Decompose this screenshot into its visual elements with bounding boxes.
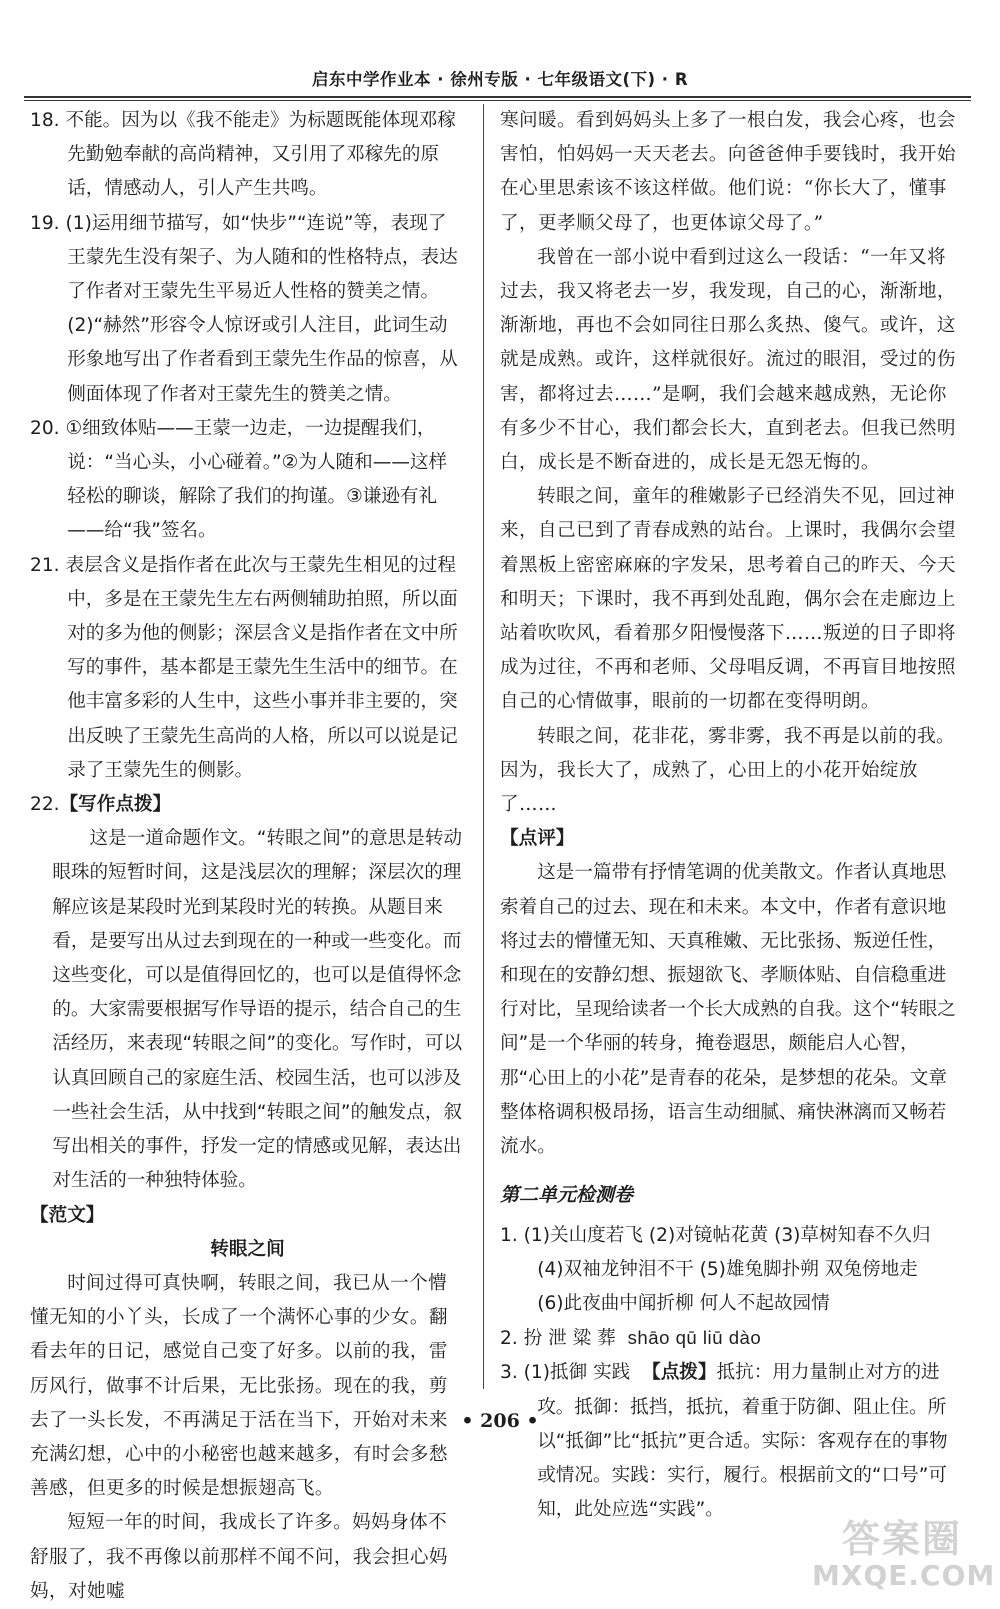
- watermark-logo-text: 答案圈: [841, 1517, 962, 1561]
- comment-body: 这是一篇带有抒情笔调的优美散文。作者认真地思索着自己的过去、现在和未来。本文中，作者有意识地将过去的懵懂无知、天真稚嫩、无比张扬、叛逆任性，和现在的安静幻想、振翅欲飞、孝顺体贴、自信稳重进行对比，呈现给读者一个长大成熟的自我。这个“转眼之间”是一个华丽的转身，掩卷遐思，颇能启人心智，那“心田上的小花”是青春的花朵，是梦想的花朵。文章整体格调积极昂扬，语言生动细腻、痛快淋漓而又畅若流水。: [500, 862, 956, 1158]
- header-rule-thin: [24, 100, 971, 101]
- section-title: 第二单元检测卷: [500, 1184, 634, 1207]
- unit2-answer-1-line-3: (6)此夜曲中闻折柳 何人不起故园情: [537, 1292, 830, 1314]
- unit2-answer-3: [500, 1356, 960, 1527]
- answer-19-1: 19. (1)运用细节描写，如“快步”“连说”等，表现了王蒙先生没有架子、为人随和的性格特点，表达了作者对王蒙先生平易近人性格的赞美之情。: [30, 212, 458, 303]
- comment-label: 【点评】: [500, 828, 575, 850]
- answer-18: 18. 不能。因为以《我不能走》为标题既能体现邓稼先勤勉奉献的高尚精神，又引用了邓稼先的原话，情感动人，引人产生共鸣。: [30, 110, 456, 200]
- column-divider: [483, 104, 484, 1389]
- essay-paragraph-2b: 寒问暖。看到妈妈头上多了一根白发，我会心疼，也会害怕，怕妈妈一天天老去。向爸爸伸手要钱时，我开始在心里思索该不该这样做。他们说：“你长大了，懂事了，更孝顺父母了，也更体谅父母了。”: [500, 110, 956, 234]
- unit2-answer-1-line-1: 1. (1)关山度若飞 (2)对镜帖花黄 (3)草树知春不久归: [500, 1224, 931, 1246]
- writing-tips-body: 这是一道命题作文。“转眼之间”的意思是转动眼珠的短暂时间，这是浅层次的理解；深层次的理解应该是某段时光到某段时光的转换。从题目来看，是要写出从过去到现在的一种或一些变化。而这些变化，可以是值得回忆的，也可以是值得怀念的。大家需要根据写作导语的提示，结合自己的生活经历，来表现“转眼之间”的变化。写作时，可以认真回顾自己的家庭生活、校园生活，也可以涉及一些社会生活，从中找到“转眼之间”的触发点，叙写出相关的事件，抒发一定的情感或见解，表达出对生活的一种独特体验。: [52, 828, 463, 1192]
- essay-paragraph-2a: 短短一年的时间，我成长了许多。妈妈身体不舒服了，我不再像以前那样不闻不问，我会担心妈妈，对她嘘: [30, 1512, 448, 1602]
- essay-title: 转眼之间: [210, 1238, 285, 1260]
- essay-paragraph-4: 转眼之间，童年的稚嫩影子已经消失不见，回过神来，自己已到了青春成熟的站台。上课时，我偶尔会望着黑板上密密麻麻的字发呆，思考着自己的昨天、今天和明天；下课时，我不再到处乱跑，偶尔会在走廊边上站着吹吹风，看着那夕阳慢慢落下……叛逆的日子即将成为过往，不再和老师、父母唱反调，不再盲目地按照自己的心情做事，眼前的一切都在变得明朗。: [500, 486, 956, 713]
- watermark-domain: MXQE.COM: [812, 1559, 996, 1592]
- answer-2-characters: 2. 扮 泄 粱 葬: [500, 1328, 616, 1350]
- running-header: 启东中学作业本 · 徐州专版 · 七年级语文(下) · R: [311, 70, 689, 89]
- model-essay-label: 【范文】: [30, 1204, 105, 1226]
- answer-2-pinyin: shāo qū liū dào: [627, 1327, 762, 1349]
- right-column: [500, 104, 960, 1527]
- essay-paragraph-5: 转眼之间，花非花，雾非雾，我不再是以前的我。因为，我长大了，成熟了，心田上的小花开始绽放了……: [500, 725, 956, 816]
- answer-20: 20. ①细致体贴——王蒙一边走，一边提醒我们，说：“当心头，小心碰着。”②为人随和——这样轻松的聊谈，解除了我们的拘谨。③谦逊有礼——给“我”签名。: [30, 417, 448, 542]
- answer-19-2: (2)“赫然”形容令人惊讶或引人注目，此词生动形象地写出了作者看到王蒙先生作品的惊喜，从侧面体现了作者对王蒙先生的赞美之情。: [67, 315, 458, 405]
- essay-paragraph-3: 我曾在一部小说中看到过这么一段话：“一年又将过去，我又将老去一岁，我发现，自己的心，渐渐地，渐渐地，再也不会如同往日那么炙热、傻气。或许，这就是成熟。或许，这样就很好。流过的眼泪，受过的伤害，都将过去……”是啊，我们会越来越成熟，无论你有多少不甘心，我们都会长大，直到老去。但我已然明白，成长是不断奋进的，成长是无怨无悔的。: [500, 246, 956, 474]
- answer-3-explanation: 抵抗：用力量制止对方的进攻。抵御：抵挡，抵抗，着重于防御、阻止住。所以“抵御”比“抵抗”更合适。实际：客观存在的事物或情况。实践：实行，履行。根据前文的“口号”可知，此处应选“实践”。: [537, 1362, 948, 1521]
- site-watermark: [812, 1508, 996, 1592]
- writing-tips-label: 【写作点拨】: [59, 794, 172, 816]
- answer-22-number: 22.: [30, 794, 60, 816]
- page-number: • 206 •: [461, 1410, 539, 1432]
- hint-label: 【点拨】: [642, 1362, 717, 1384]
- header-rule-thick: [24, 96, 971, 98]
- unit2-answer-2: [500, 1321, 960, 1356]
- answer-22-heading: [30, 788, 465, 822]
- unit2-answer-1-line-2: (4)双袖龙钟泪不干 (5)雄兔脚扑朔 双兔傍地走: [537, 1258, 918, 1280]
- left-column: [30, 104, 465, 1609]
- answer-21: 21. 表层含义是指作者在此次与王蒙先生相见的过程中，多是在王蒙先生左右两侧辅助拍照，所以面对的多为他的侧影；深层含义是指作者在文中所写的事件，基本都是王蒙先生生活中的细节。在他丰富多彩的人生中，这些小事并非主要的，突出反映了王蒙先生高尚的人格，所以可以说是记录了王蒙先生的侧影。: [30, 554, 458, 781]
- essay-paragraph-1: 时间过得可真快啊，转眼之间，我已从一个懵懂无知的小丫头，长成了一个满怀心事的少女。翻看去年的日记，感觉自己变了好多。以前的我，雷厉风行，做事不计后果，无比张扬。现在的我，剪去了一头长发，不再满足于活在当下，开始对未来充满幻想，心中的小秘密也越来越多，有时会多愁善感，但更多的时候是想振翅高飞。: [30, 1272, 448, 1500]
- answer-3-words: 3. (1)抵御 实践: [500, 1362, 631, 1384]
